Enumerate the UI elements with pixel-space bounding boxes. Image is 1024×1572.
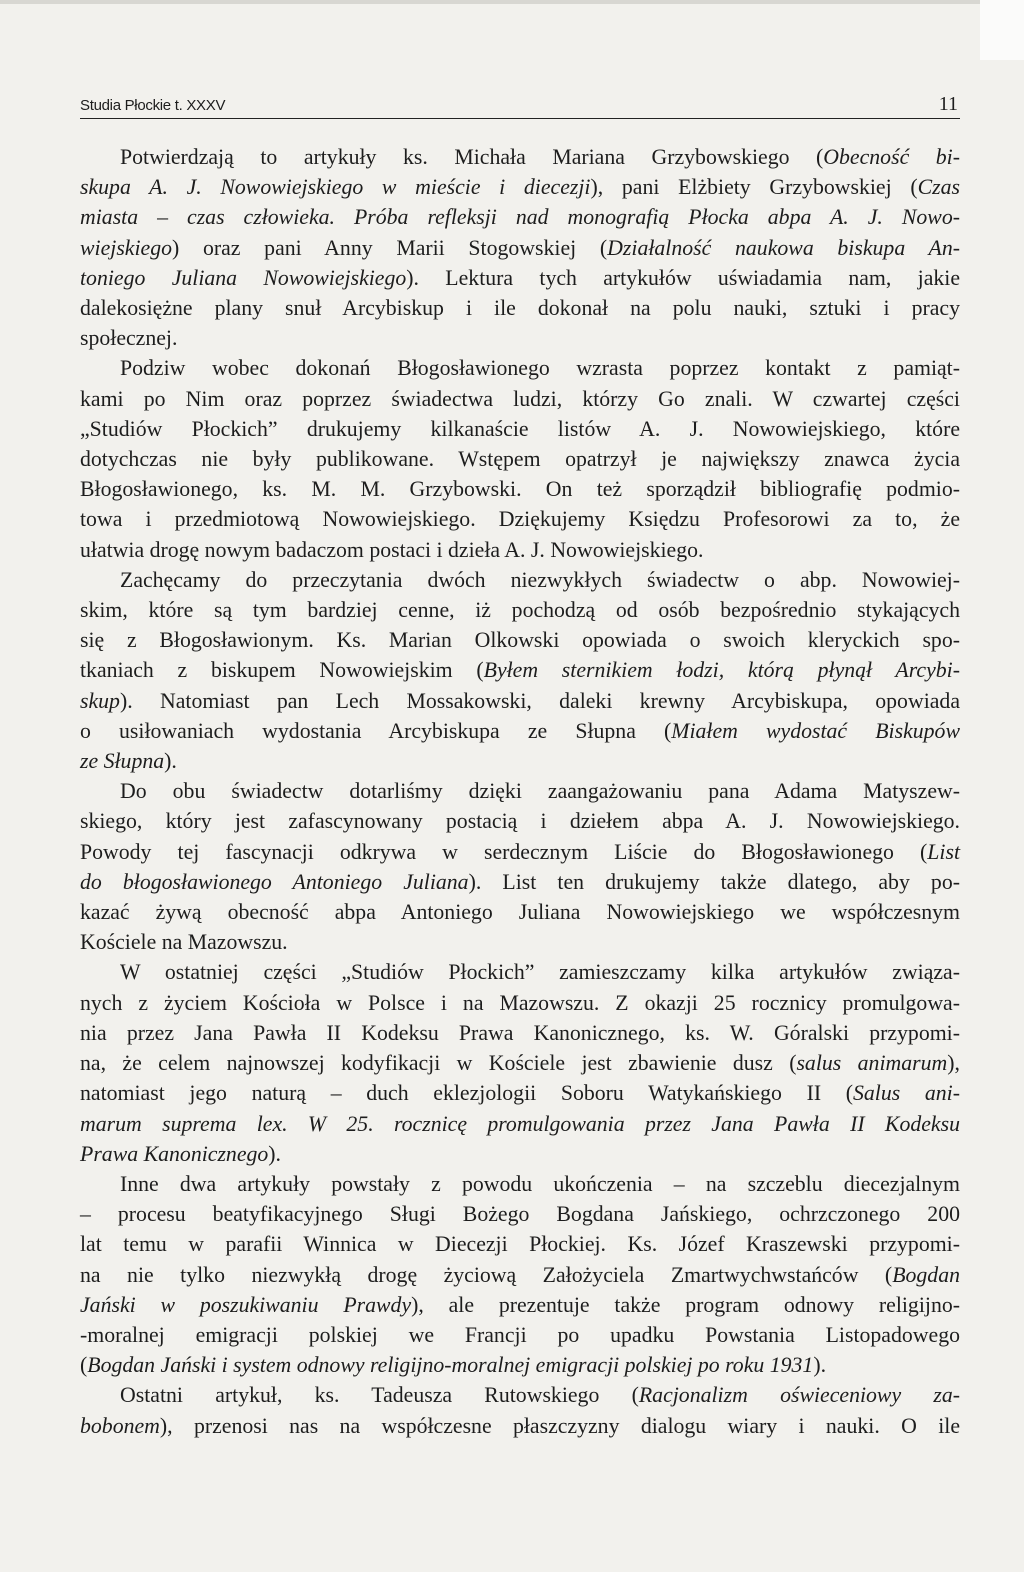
- text-segment: W ostatniej części „Studiów Płockich” zamieszczamy kilka artykułów związa-: [120, 960, 960, 985]
- text-line: [80, 414, 960, 444]
- italic-title-text: Salus ani-: [853, 1081, 961, 1106]
- text-segment: nia przez Jana Pawła II Kodeksu Prawa Kanonicznego, ks. W. Góralski przypomi-: [80, 1020, 960, 1045]
- text-line: [80, 1411, 960, 1441]
- italic-title-text: skup: [80, 688, 120, 713]
- italic-title-text: marum suprema lex. W 25. rocznicę promulgowania przez Jana Pawła II Kodeksu: [80, 1111, 960, 1136]
- text-line: [80, 1169, 960, 1199]
- text-line: [80, 686, 960, 716]
- text-segment: tkaniach z biskupem Nowowiejskim (: [80, 658, 484, 683]
- italic-title-text: salus animarum: [796, 1051, 948, 1076]
- text-line: [80, 867, 960, 897]
- text-segment: o usiłowaniach wydostania Arcybiskupa ze Słupna (: [80, 718, 672, 743]
- text-segment: Powody tej fascynacji odkrywa w serdecznym Liście do Błogosławionego (: [80, 839, 928, 864]
- text-segment: ułatwia drogę nowym badaczom postaci i dzieła A. J. Nowowiejskiego.: [80, 537, 704, 562]
- text-segment: -moralnej emigracji polskiej we Francji po upadku Powstania Listopadowego: [80, 1322, 960, 1347]
- italic-title-text: skupa A. J. Nowowiejskiego w mieście i diecezji: [80, 175, 591, 200]
- text-line: [80, 142, 960, 172]
- text-line: [80, 1048, 960, 1078]
- italic-title-text: wiejskiego: [80, 235, 173, 260]
- text-segment: ), pani Elżbiety Grzybowskiej (: [590, 175, 918, 200]
- text-line: [80, 776, 960, 806]
- text-line: [80, 353, 960, 383]
- italic-title-text: Bogdan: [892, 1262, 960, 1287]
- text-line: [80, 565, 960, 595]
- text-line: [80, 1078, 960, 1108]
- text-segment: nych z życiem Kościoła w Polsce i na Mazowszu. Z okazji 25 rocznicy promulgowa-: [80, 990, 960, 1015]
- italic-title-text: List: [927, 839, 960, 864]
- italic-title-text: do błogosławionego Antoniego Juliana: [80, 869, 469, 894]
- italic-title-text: Bogdan Jański i system odnowy religijno-moralnej emigracji polskiej po roku 1931: [87, 1353, 814, 1378]
- text-segment: ). Lektura tych artykułów uświadamia nam, jakie: [406, 265, 961, 290]
- text-line: [80, 535, 960, 565]
- text-line: [80, 806, 960, 836]
- text-segment: ),: [947, 1051, 960, 1076]
- scan-top-edge: [0, 0, 1024, 4]
- italic-title-text: Czas: [917, 175, 960, 200]
- text-line: [80, 172, 960, 202]
- text-segment: ).: [268, 1141, 282, 1166]
- italic-title-text: toniego Juliana Nowowiejskiego: [80, 265, 407, 290]
- text-segment: Potwierdzają to artykuły ks. Michała Mariana Grzybowskiego (: [120, 145, 824, 169]
- text-line: [80, 746, 960, 776]
- text-segment: ) oraz pani Anny Marii Stogowskiej (: [172, 235, 608, 260]
- text-line: [80, 957, 960, 987]
- italic-title-text: miasta – czas człowieka. Próba refleksji nad monografią Płocka abpa A. J. Nowo-: [80, 205, 960, 230]
- page-corner: [980, 0, 1024, 60]
- text-segment: Ostatni artykuł, ks. Tadeusza Rutowskiego (: [120, 1383, 639, 1408]
- text-segment: natomiast jego naturą – duch eklezjologii Soboru Watykańskiego II (: [80, 1081, 853, 1106]
- text-line: [80, 293, 960, 323]
- italic-title-text: Miałem wydostać Biskupów: [671, 718, 960, 743]
- text-segment: Błogosławionego, ks. M. M. Grzybowski. On też sporządził bibliografię podmio-: [80, 477, 960, 502]
- text-segment: Do obu świadectw dotarliśmy dzięki zaangażowaniu pana Adama Matyszew-: [120, 779, 960, 804]
- text-line: [80, 323, 960, 353]
- text-line: [80, 384, 960, 414]
- page-header: [80, 90, 960, 119]
- italic-title-text: Byłem sternikiem łodzi, którą płynął Arcybi-: [483, 658, 960, 683]
- text-segment: społecznej.: [80, 326, 178, 351]
- text-line: [80, 625, 960, 655]
- text-segment: – procesu beatyfikacyjnego Sługi Bożego Bogdana Jańskiego, ochrzczonego 200: [80, 1202, 960, 1227]
- text-segment: Podziw wobec dokonań Błogosławionego wzrasta poprzez kontakt z pamiąt-: [120, 356, 960, 381]
- italic-title-text: Racjonalizm oświeceniowy za-: [638, 1383, 961, 1408]
- body-text: [80, 142, 960, 1441]
- text-line: [80, 988, 960, 1018]
- text-segment: skim, które są tym bardziej cenne, iż pochodzą od osób bezpośrednio stykających: [80, 598, 960, 623]
- text-segment: (: [80, 1353, 88, 1378]
- italic-title-text: Jański w poszukiwaniu Prawdy: [80, 1292, 412, 1317]
- text-line: [80, 837, 960, 867]
- text-line: [80, 1350, 960, 1380]
- text-line: [80, 716, 960, 746]
- text-segment: ), przenosi nas na współczesne płaszczyzny dialogu wiary i nauki. O ile: [159, 1413, 960, 1438]
- text-segment: Inne dwa artykuły powstały z powodu ukończenia – na szczeblu diecezjalnym: [120, 1171, 960, 1196]
- text-segment: na, że celem najnowszej kodyfikacji w Kościele jest zbawienie dusz (: [80, 1051, 797, 1076]
- running-title: Studia Płockie t. XXXV: [80, 97, 226, 114]
- text-line: [80, 1260, 960, 1290]
- text-segment: Zachęcamy do przeczytania dwóch niezwykłych świadectw o abp. Nowowiej-: [120, 567, 960, 592]
- text-segment: towa i przedmiotową Nowowiejskiego. Dziękujemy Księdzu Profesorowi za to, że: [80, 507, 960, 532]
- text-line: [80, 444, 960, 474]
- text-segment: ).: [164, 749, 177, 774]
- text-line: [80, 1199, 960, 1229]
- text-line: [80, 474, 960, 504]
- text-segment: dotychczas nie były publikowane. Wstępem opatrzył je największy znawca życia: [80, 447, 960, 472]
- text-line: [80, 1018, 960, 1048]
- text-line: [80, 202, 960, 232]
- text-line: [80, 1139, 960, 1169]
- text-line: [80, 263, 960, 293]
- text-segment: Kościele na Mazowszu.: [80, 930, 288, 955]
- italic-title-text: Obecność bi-: [823, 145, 960, 169]
- text-segment: dalekosiężne plany snuł Arcybiskup i ile dokonał na polu nauki, sztuki i pracy: [80, 296, 960, 321]
- text-segment: ), ale prezentuje także program odnowy religijno-: [411, 1292, 960, 1317]
- italic-title-text: Działalność naukowa biskupa An-: [607, 235, 960, 260]
- text-segment: lat temu w parafii Winnica w Diecezji Płockiej. Ks. Józef Kraszewski przypomi-: [80, 1232, 960, 1257]
- text-segment: „Studiów Płockich” drukujemy kilkanaście listów A. J. Nowowiejskiego, które: [80, 416, 960, 441]
- text-line: [80, 1109, 960, 1139]
- text-segment: ). List ten drukujemy także dlatego, aby po-: [468, 869, 960, 894]
- text-line: [80, 927, 960, 957]
- text-line: [80, 655, 960, 685]
- text-line: [80, 1380, 960, 1410]
- text-line: [80, 1229, 960, 1259]
- italic-title-text: ze Słupna: [80, 749, 165, 774]
- text-segment: ). Natomiast pan Lech Mossakowski, daleki krewny Arcybiskupa, opowiada: [119, 688, 960, 713]
- italic-title-text: bobonem: [80, 1413, 160, 1438]
- text-line: [80, 1320, 960, 1350]
- text-line: [80, 1290, 960, 1320]
- text-line: [80, 897, 960, 927]
- text-segment: kazać żywą obecność abpa Antoniego Juliana Nowowiejskiego we współczesnym: [80, 900, 960, 925]
- text-segment: się z Błogosławionym. Ks. Marian Olkowski opowiada o swoich kleryckich spo-: [80, 628, 960, 653]
- text-segment: kami po Nim oraz poprzez świadectwa ludzi, którzy Go znali. W czwartej części: [80, 386, 960, 411]
- text-line: [80, 595, 960, 625]
- text-line: [80, 504, 960, 534]
- text-segment: skiego, który jest zafascynowany postacią i dziełem abpa A. J. Nowowiejskiego.: [80, 809, 960, 834]
- page-number: 11: [938, 93, 958, 115]
- italic-title-text: Prawa Kanonicznego: [80, 1141, 269, 1166]
- text-segment: ).: [813, 1353, 827, 1378]
- text-line: [80, 233, 960, 263]
- text-segment: na nie tylko niezwykłą drogę życiową Założyciela Zmartwychwstańców (: [80, 1262, 893, 1287]
